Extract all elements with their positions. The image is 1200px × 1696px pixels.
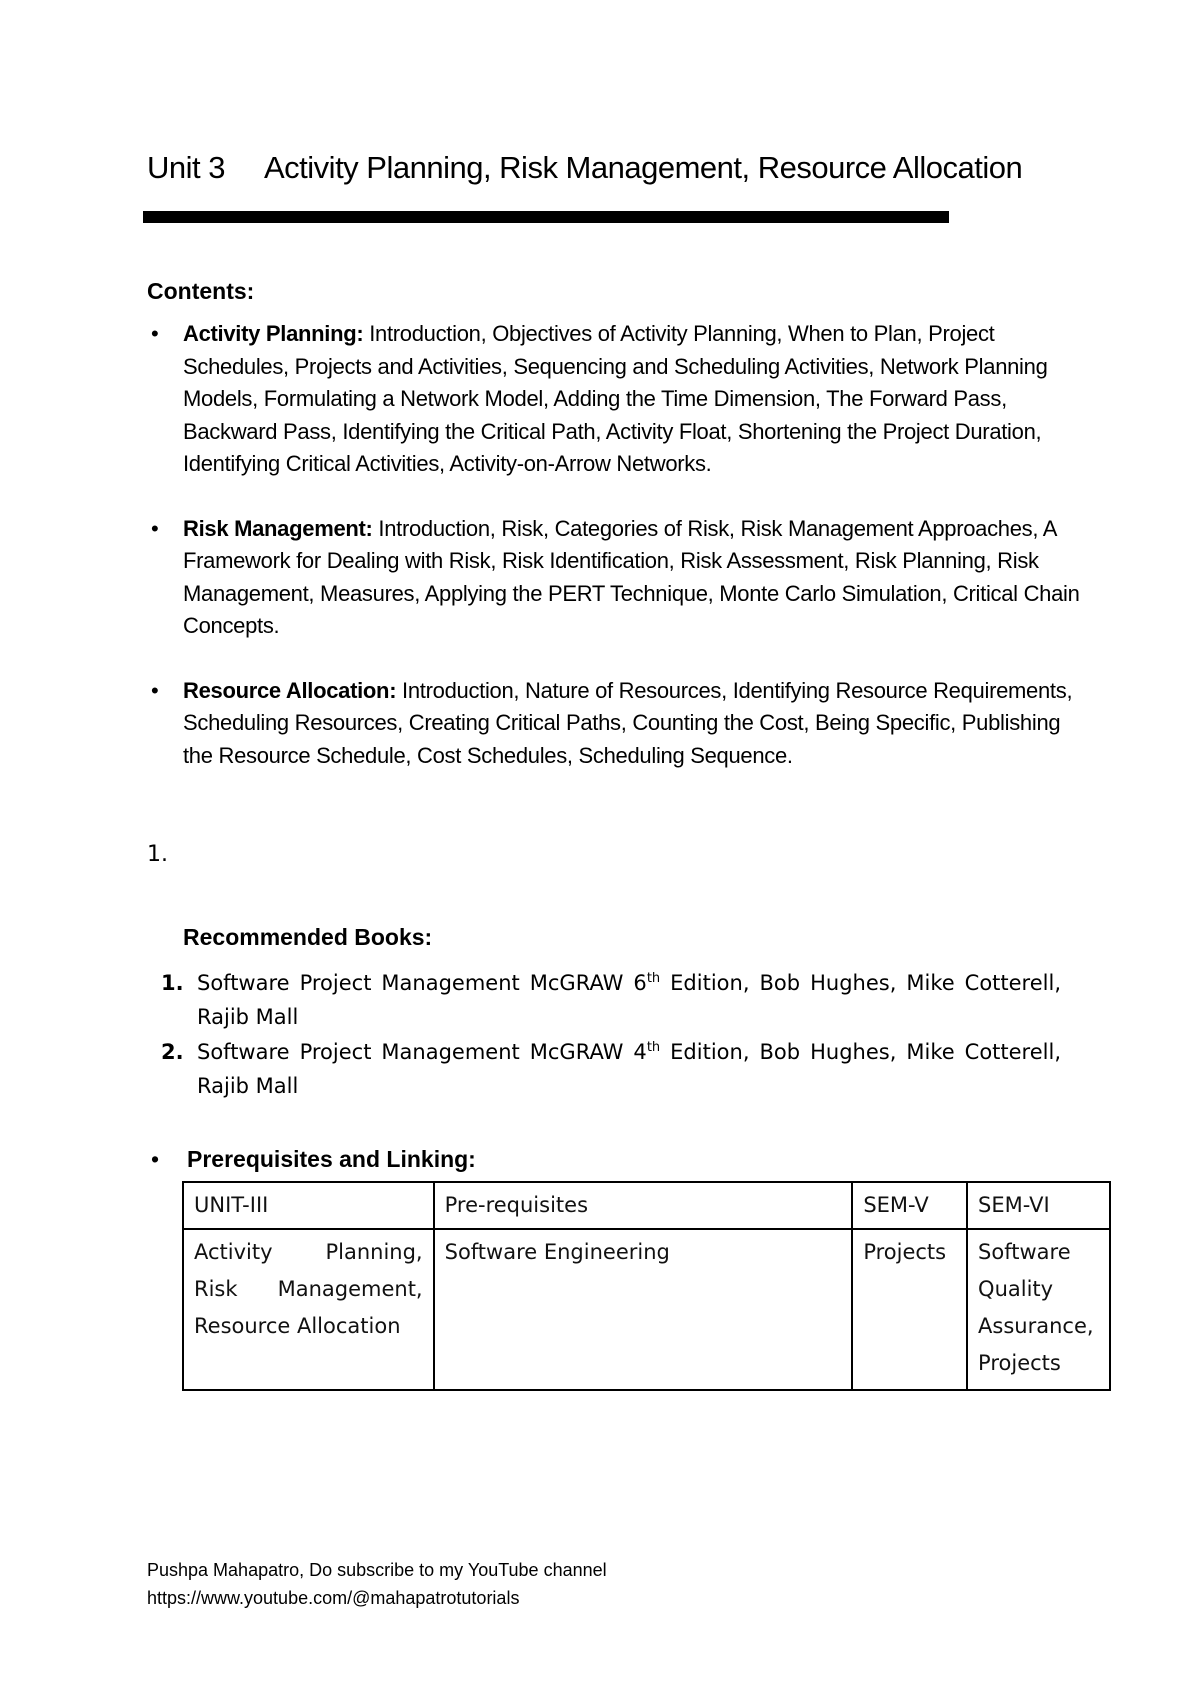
topic-activity-planning: [147, 318, 1087, 481]
books-list: [161, 966, 1061, 1104]
book-authors: Edition, Bob Hughes, Mike Cotterell, Rajib Mall: [197, 971, 1061, 1029]
bullet-icon: •: [151, 321, 159, 346]
book-number: 2.: [161, 1040, 184, 1064]
contents-heading: Contents:: [147, 278, 255, 304]
topic-label: Activity Planning:: [183, 321, 364, 346]
topic-resource-allocation: [147, 675, 1087, 773]
book-edition-suffix: th: [646, 1040, 661, 1055]
table-cell: Projects: [852, 1229, 967, 1390]
bullet-icon: •: [151, 1146, 160, 1172]
bullet-icon: •: [151, 515, 159, 541]
table-header-cell: SEM-VI: [967, 1182, 1110, 1229]
prereq-table: [182, 1181, 1111, 1391]
table-cell: Software Quality Assurance, Projects: [967, 1229, 1110, 1390]
table-cell: Activity Planning, Risk Management, Resource Allocation: [183, 1229, 434, 1390]
table-header-cell: UNIT-III: [183, 1182, 434, 1229]
topic-label: Resource Allocation:: [183, 677, 397, 703]
page-title: [147, 148, 1147, 188]
book-item: [161, 1035, 1061, 1103]
title-rule: [143, 211, 949, 223]
topic-label: Risk Management:: [183, 515, 373, 541]
stray-list-number: 1.: [147, 842, 168, 867]
contents-list: [147, 318, 1087, 804]
prereq-heading-text: Prerequisites and Linking:: [187, 1146, 476, 1172]
unit-number: Unit 3: [147, 150, 225, 185]
topic-risk-management: [147, 513, 1087, 643]
table-header-cell: SEM-V: [852, 1182, 967, 1229]
book-edition-suffix: th: [646, 971, 661, 986]
footer-author-line: Pushpa Mahapatro, Do subscribe to my YouTube channel: [147, 1560, 607, 1580]
book-title: Software Project Management McGRAW 4: [197, 1040, 647, 1064]
books-heading: Recommended Books:: [183, 924, 433, 950]
topic-text: Introduction, Nature of Resources, Identifying Resource Requirements, Scheduling Resources, Creating Critical Paths, Counting the Cost, Being Specific, Publishing the Resource Schedule, Cost Schedules, Scheduling Sequence.: [183, 677, 1073, 768]
table-row: [183, 1229, 1110, 1390]
bullet-icon: •: [151, 677, 159, 703]
footer-link[interactable]: https://www.youtube.com/@mahapatrotutorials: [147, 1588, 520, 1608]
book-number: 1.: [161, 971, 184, 995]
book-authors: Edition, Bob Hughes, Mike Cotterell, Rajib Mall: [197, 1040, 1061, 1098]
table-header-row: [183, 1182, 1110, 1229]
table-cell: Software Engineering: [434, 1229, 853, 1390]
table-header-cell: Pre-requisites: [434, 1182, 853, 1229]
topic-text: Introduction, Risk, Categories of Risk, Risk Management Approaches, A Framework for Dealing with Risk, Risk Identification, Risk Assessment, Risk Planning, Risk Management, Measures, Applying the PERT Technique, Monte Carlo Simulation, Critical Chain Concepts.: [183, 515, 1080, 638]
topic-text: Introduction, Objectives of Activity Planning, When to Plan, Project Schedules, Projects and Activities, Sequencing and Scheduling Activities, Network Planning Models, Formulating a Network Model, Adding the Time Dimension, The Forward Pass, Backward Pass, Identifying the Critical Path, Activity Float, Shortening the Project Duration, Identifying Critical Activities, Activity-on-Arrow Networks.: [183, 321, 1048, 476]
book-title: Software Project Management McGRAW 6: [197, 971, 647, 995]
book-item: [161, 966, 1061, 1034]
unit-title: Activity Planning, Risk Management, Resource Allocation: [264, 150, 1023, 185]
page-footer: [147, 1556, 607, 1612]
prereq-heading: [147, 1146, 476, 1173]
